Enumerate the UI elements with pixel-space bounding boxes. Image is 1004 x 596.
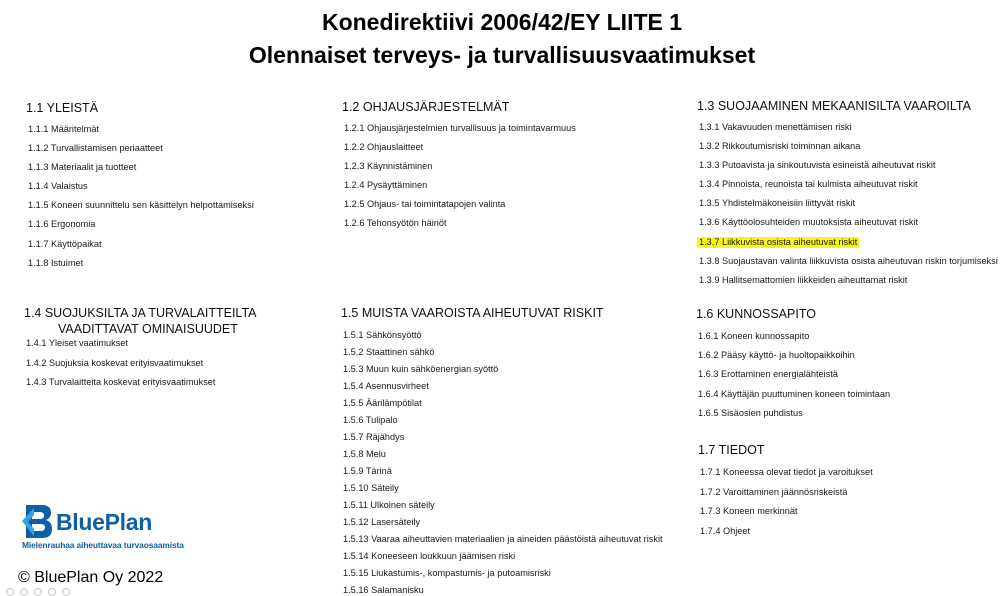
list-item: 1.5.7 Räjähdys xyxy=(343,432,405,442)
list-item: 1.5.14 Koneeseen loukkuun jäämisen riski xyxy=(343,551,516,561)
section-1-4-suojukset xyxy=(24,305,256,397)
prev-slide-icon[interactable] xyxy=(6,588,14,596)
list-item: 1.1.2 Turvallistamisen periaatteet xyxy=(28,143,163,154)
list-item: 1.5.9 Tärinä xyxy=(343,466,392,476)
list-item: 1.5.2 Staattinen sähkö xyxy=(343,347,435,357)
list-item: 1.7.1 Koneessa olevat tiedot ja varoitukset xyxy=(700,467,873,477)
list-item: 1.5.13 Vaaraa aiheuttavien materiaalien ja aineiden päästöistä aiheutuvat riskit xyxy=(343,534,663,544)
list-item: 1.5.11 Ulkoinen säteily xyxy=(343,500,435,510)
list-item: 1.5.16 Salamanisku xyxy=(343,585,424,595)
list-item: 1.1.6 Ergonomia xyxy=(28,219,96,230)
list-item: 1.7.2 Varoittaminen jäännösriskeistä xyxy=(700,486,848,497)
section-1-3-suojaaminen xyxy=(697,98,1000,294)
logo-tagline: Mielenrauhaa aiheuttavaa turvaosaamista xyxy=(22,540,184,550)
list-item: 1.7.4 Ohjeet xyxy=(700,525,751,536)
list-item: 1.2.1 Ohjausjärjestelmien turvallisuus ja toimintavarmuus xyxy=(344,123,576,133)
list-item: 1.6.5 Sisäosien puhdistus xyxy=(698,407,803,418)
section-heading-line2: VAADITTAVAT OMINAISUUDET xyxy=(58,322,238,336)
next-slide-icon[interactable] xyxy=(20,588,28,596)
list-item: 1.5.5 Äärilämpötilat xyxy=(343,398,422,408)
list-item: 1.3.1 Vakavuuden menettämisen riski xyxy=(699,122,852,132)
section-1-2-ohjausjarjestelmat xyxy=(342,99,578,238)
list-item: 1.5.8 Melu xyxy=(343,449,386,459)
list-item: 1.6.3 Erottaminen energialähteistä xyxy=(698,369,838,380)
list-item: 1.1.5 Koneen suunnittelu sen käsittelyn helpottamiseksi xyxy=(28,200,254,211)
list-item: 1.3.4 Pinnoista, reunoista tai kulmista aiheutuvat riskit xyxy=(699,179,918,190)
pen-icon[interactable] xyxy=(34,588,42,596)
highlighted-list-item: 1.3.7 Liikkuvista osista aiheutuvat riskit xyxy=(699,236,858,247)
section-heading xyxy=(24,305,256,337)
section-1-7-tiedot xyxy=(698,442,875,545)
list-item: 1.3.9 Hallitsemattomien liikkeiden aiheuttamat riskit xyxy=(699,274,908,285)
list-item: 1.4.3 Turvalaitteita koskevat erityisvaatimukset xyxy=(26,377,216,388)
list-item: 1.6.4 Käyttäjän puuttuminen koneen toimintaan xyxy=(698,388,891,399)
list-item: 1.2.2 Ohjauslaitteet xyxy=(344,142,424,153)
list-item: 1.6.1 Koneen kunnossapito xyxy=(698,331,810,341)
list-item: 1.2.4 Pysäyttäminen xyxy=(344,180,428,191)
blueplan-logo-mark-icon xyxy=(20,503,54,541)
list-item: 1.3.2 Rikkoutumisriski toiminnan aikana xyxy=(699,141,861,152)
list-item: 1.4.1 Yleiset vaatimukset xyxy=(26,338,128,348)
list-item: 1.1.8 Istuimet xyxy=(28,257,84,268)
section-heading-line1: 1.4 SUOJUKSILTA JA TURVALAITTEILTA xyxy=(24,306,257,320)
list-item: 1.5.10 Säteily xyxy=(343,483,399,493)
section-heading: 1.2 OHJAUSJÄRJESTELMÄT xyxy=(342,100,510,114)
list-item: 1.2.5 Ohjaus- tai toimintatapojen valinta xyxy=(344,199,506,210)
list-item: 1.3.3 Putoavista ja sinkoutuvista esineistä aiheutuvat riskit xyxy=(699,160,936,171)
section-1-1-yleista xyxy=(26,100,256,277)
list-item: 1.3.5 Yhdistelmäkoneisiin liittyvät riskit xyxy=(699,198,856,209)
list-item: 1.2.3 Käynnistäminen xyxy=(344,161,433,172)
logo-name: BluePlan xyxy=(56,509,153,535)
list-item: 1.4.2 Suojuksia koskevat erityisvaatimukset xyxy=(26,357,204,368)
list-item: 1.1.7 Käyttöpaikat xyxy=(28,238,102,249)
list-item: 1.3.8 Suojaustavan valinta liikkuvista osista aiheutuvan riskin torjumiseksi xyxy=(699,255,998,266)
section-heading: 1.7 TIEDOT xyxy=(698,443,765,457)
section-heading: 1.6 KUNNOSSAPITO xyxy=(696,307,816,321)
more-icon[interactable] xyxy=(62,588,70,596)
list-item: 1.1.4 Valaistus xyxy=(28,181,88,192)
list-item: 1.5.1 Sähkönsyöttö xyxy=(343,330,422,340)
list-item: 1.7.3 Koneen merkinnät xyxy=(700,506,798,517)
blueplan-logo xyxy=(20,503,190,557)
list-item: 1.5.4 Asennusvirheet xyxy=(343,381,429,391)
list-item: 1.5.3 Muun kuin sähköenergian syöttö xyxy=(343,364,499,374)
list-item: 1.6.2 Pääsy käyttö- ja huoltopaikkoihin xyxy=(698,350,855,361)
list-item: 1.5.12 Lasersäteily xyxy=(343,517,421,527)
section-heading: 1.3 SUOJAAMINEN MEKAANISILTA VAAROILTA xyxy=(697,99,971,113)
list-item: 1.2.6 Tehonsyötön häiriöt xyxy=(344,218,447,229)
list-item: 1.5.15 Liukastumis-, kompastumis- ja putoamisriski xyxy=(343,568,551,578)
document-subtitle: Olennaiset terveys- ja turvallisuusvaatimukset xyxy=(248,42,756,68)
section-heading: 1.5 MUISTA VAAROISTA AIHEUTUVAT RISKIT xyxy=(341,306,604,320)
list-item: 1.1.3 Materiaalit ja tuotteet xyxy=(28,162,137,173)
zoom-icon[interactable] xyxy=(48,588,56,596)
copyright-notice: © BluePlan Oy 2022 xyxy=(18,569,164,586)
document-title: Konedirektiivi 2006/42/EY LIITE 1 xyxy=(321,9,683,35)
list-item: 1.3.6 Käyttöolosuhteiden muutoksista aiheutuvat riskit xyxy=(699,217,919,228)
section-heading: 1.1 YLEISTÄ xyxy=(26,101,99,115)
slide-controls[interactable] xyxy=(6,588,70,596)
list-item: 1.5.6 Tulipalo xyxy=(343,415,398,425)
list-item: 1.1.1 Määritelmät xyxy=(28,124,99,134)
section-1-5-muut-vaarat xyxy=(341,305,665,596)
section-1-6-kunnossapito xyxy=(696,306,892,427)
